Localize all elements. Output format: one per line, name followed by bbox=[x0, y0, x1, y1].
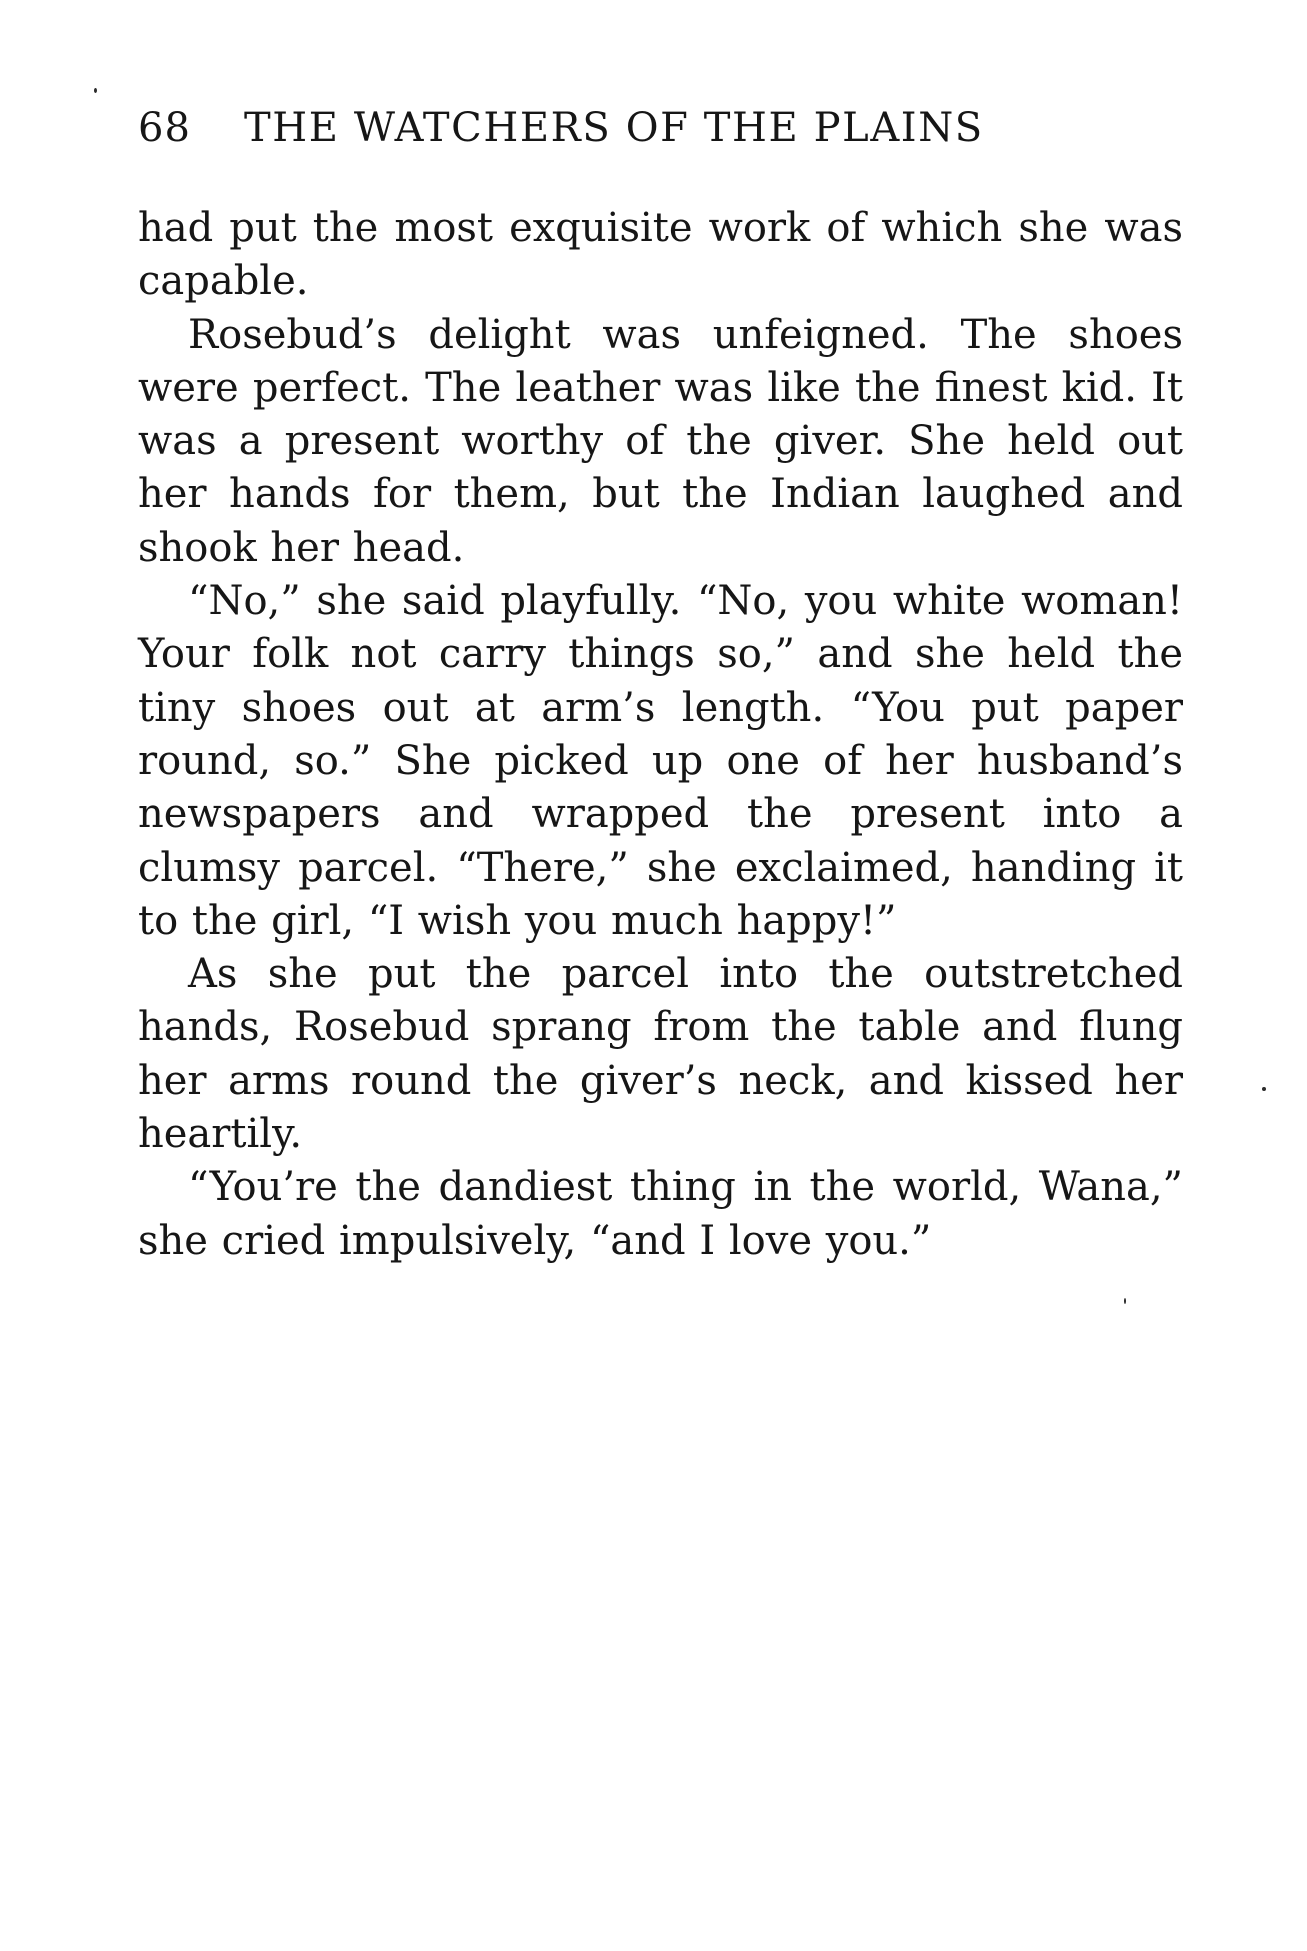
print-speck bbox=[1262, 1087, 1266, 1091]
paragraph: As she put the parcel into the outstretched hands, Rosebud sprang from the table and flung her arms round the giver’s neck, and kissed her heartily. bbox=[138, 951, 1183, 1158]
paragraph: “You’re the dandiest thing in the world, Wana,” she cried impulsively, “and I love you.” bbox=[138, 1164, 1183, 1264]
paragraph: had put the most exquisite work of which she was capable. bbox=[138, 205, 1183, 305]
paragraph: “No,” she said playfully. “No, you white woman! Your folk not carry things so,” and she held the tiny shoes out at arm’s length. “You put paper round, so.” She picked up one of her husband’s newspapers and wrapped the present into a clumsy parcel. “There,” she exclaimed, handing it to the girl, “I wish you much happy!” bbox=[138, 578, 1183, 944]
print-speck bbox=[94, 88, 97, 93]
running-header bbox=[138, 105, 1068, 151]
body-text bbox=[138, 202, 1183, 1268]
page-number: 68 bbox=[138, 105, 191, 151]
running-title: THE WATCHERS OF THE PLAINS bbox=[244, 105, 984, 151]
paragraph: Rosebud’s delight was unfeigned. The shoes were perfect. The leather was like the finest kid. It was a present worthy of the giver. She held out her hands for them, but the Indian laughed and shook her head. bbox=[138, 311, 1183, 571]
print-speck bbox=[1124, 1298, 1126, 1304]
